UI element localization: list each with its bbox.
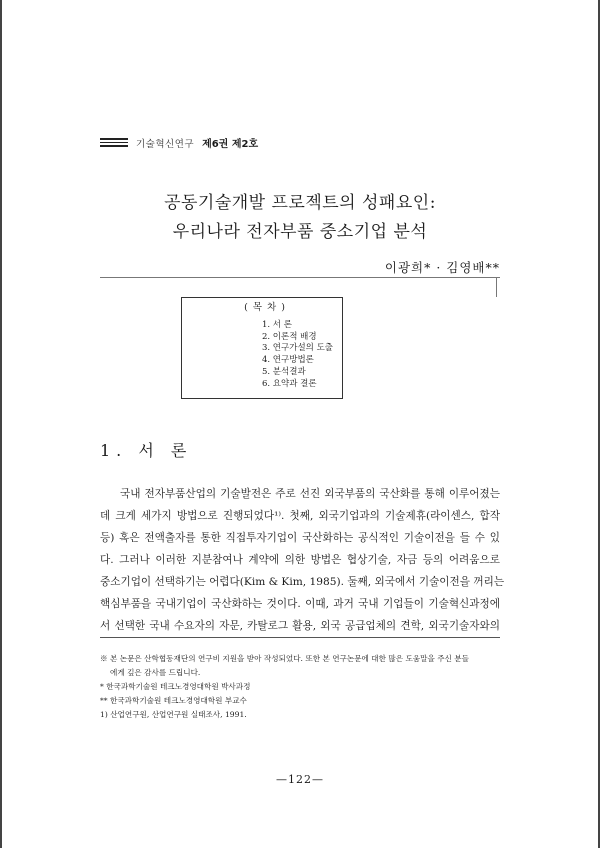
toc-item: 3. 연구가설의 도출 <box>262 343 333 354</box>
toc-heading: ( 목 차 ) <box>244 302 286 313</box>
footnote: ** 한국과학기술원 테크노경영대학원 부교수 <box>100 696 247 705</box>
body-line: 다. 그러나 이러한 지분참여나 계약에 의한 방법은 협상기술, 자금 등의 어려움으로 <box>100 554 500 566</box>
header-rule-tick <box>496 277 497 297</box>
toc-item: 5. 분석결과 <box>262 366 306 377</box>
body-line: 서 선택한 국내 수요자의 자문, 카탈로그 활용, 외국 공급업체의 견학, 외국기술자와의 <box>100 620 500 632</box>
footnote: * 한국과학기술원 테크노경영대학원 박사과정 <box>100 682 251 691</box>
footnote-continuation: 에게 깊은 감사를 드립니다. <box>110 668 201 677</box>
running-head-ornament <box>100 138 128 147</box>
body-line: 중소기업이 선택하기는 어렵다(Kim & Kim, 1985). 둘째, 외국에서 기술이전을 꺼리는 <box>100 576 505 588</box>
footnote: 1) 산업연구원, 산업연구원 실태조사, 1991. <box>100 710 247 719</box>
page-number: —122— <box>276 773 324 786</box>
paper-title-line2: 우리나라 전자부품 중소기업 분석 <box>172 222 428 242</box>
header-rule <box>100 277 500 278</box>
body-line: 핵심부품을 국내기업이 국산화하는 것이다. 이때, 과거 국내 기업들이 기술혁신과정에 <box>100 598 500 610</box>
section-heading: 1. 서 론 <box>100 441 193 460</box>
toc-item: 1. 서 론 <box>262 320 292 330</box>
toc-item: 6. 요약과 결론 <box>262 378 317 389</box>
body-paragraph <box>100 483 505 637</box>
toc-list <box>262 320 333 390</box>
authors: 이광희* · 김영배** <box>384 260 500 275</box>
journal-volume: 제6권 제2호 <box>202 139 259 150</box>
footnote-rule <box>100 637 500 638</box>
running-head <box>100 135 258 150</box>
paper-title-line1: 공동기술개발 프로젝트의 성패요인: <box>164 193 436 213</box>
journal-name: 기술혁신연구 <box>136 138 195 150</box>
footnotes <box>100 652 500 722</box>
body-line: 데 크게 세가지 방법으로 진행되었다¹⁾. 첫째, 외국기업과의 기술제휴(라이센스, 합작 <box>100 510 500 522</box>
toc-item: 2. 이론적 배경 <box>262 331 317 342</box>
body-line: 등) 혹은 전액출자를 통한 직접투자기업이 국산화하는 공식적인 기술이전을 들 수 있 <box>100 532 500 544</box>
body-line: 국내 전자부품산업의 기술발전은 주로 선진 외국부품의 국산화를 통해 이루어졌는 <box>120 488 500 500</box>
footnote: ※ 본 논문은 산학협동재단의 연구비 지원을 받아 작성되었다. 또한 본 연구논문에 대한 많은 도움말을 주신 분들 <box>100 654 469 663</box>
toc-item: 4. 연구방법론 <box>262 355 314 366</box>
